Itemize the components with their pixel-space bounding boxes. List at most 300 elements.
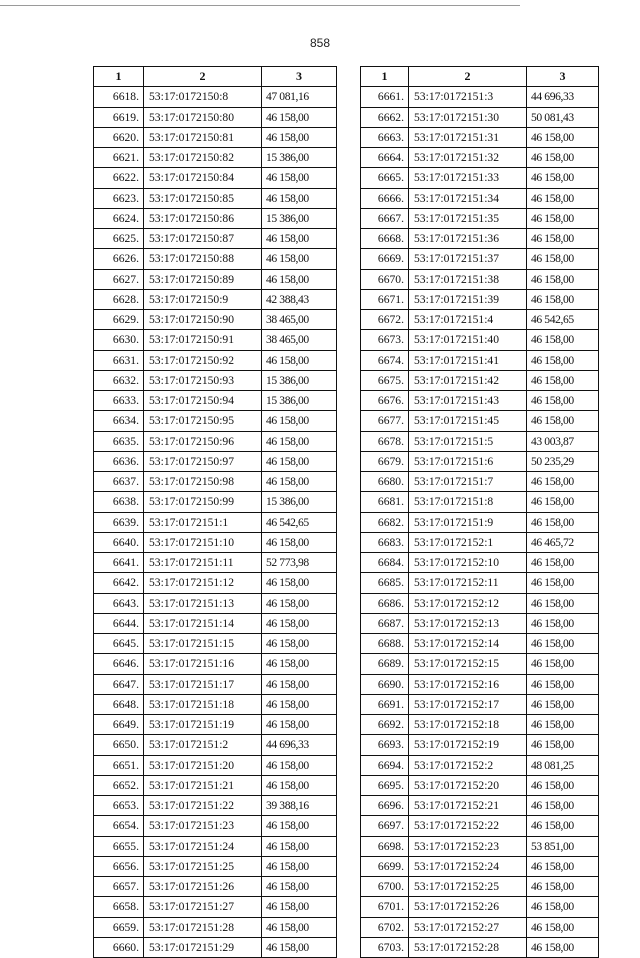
cadastral-number-cell: 53:17:0172152:10 xyxy=(409,553,527,573)
table-row xyxy=(94,451,337,471)
amount-cell: 15 386,00 xyxy=(262,492,337,512)
amount-cell: 46 158,00 xyxy=(527,573,599,593)
table-row xyxy=(361,391,599,411)
amount-cell: 46 158,00 xyxy=(262,937,337,957)
row-number-cell: 6670. xyxy=(361,269,409,289)
amount-cell: 46 158,00 xyxy=(527,492,599,512)
amount-cell: 46 158,00 xyxy=(527,735,599,755)
table-row xyxy=(94,553,337,573)
cadastral-number-cell: 53:17:0172151:36 xyxy=(409,229,527,249)
row-number-cell: 6668. xyxy=(361,229,409,249)
table-row xyxy=(361,431,599,451)
cadastral-number-cell: 53:17:0172150:88 xyxy=(144,249,262,269)
cadastral-number-cell: 53:17:0172151:40 xyxy=(409,330,527,350)
amount-cell: 46 158,00 xyxy=(262,229,337,249)
cadastral-number-cell: 53:17:0172151:39 xyxy=(409,289,527,309)
table-row xyxy=(361,310,599,330)
amount-cell: 46 158,00 xyxy=(527,269,599,289)
cadastral-number-cell: 53:17:0172150:93 xyxy=(144,370,262,390)
row-number-cell: 6640. xyxy=(94,532,144,552)
cadastral-number-cell: 53:17:0172151:12 xyxy=(144,573,262,593)
cadastral-number-cell: 53:17:0172151:32 xyxy=(409,148,527,168)
cadastral-number-cell: 53:17:0172151:22 xyxy=(144,796,262,816)
cadastral-number-cell: 53:17:0172151:41 xyxy=(409,350,527,370)
amount-cell: 44 696,33 xyxy=(527,87,599,107)
amount-cell: 44 696,33 xyxy=(262,735,337,755)
table-row xyxy=(94,654,337,674)
cadastral-number-cell: 53:17:0172151:42 xyxy=(409,370,527,390)
table-row xyxy=(361,249,599,269)
cadastral-number-cell: 53:17:0172151:29 xyxy=(144,937,262,957)
table-row xyxy=(361,188,599,208)
row-number-cell: 6677. xyxy=(361,411,409,431)
table-row xyxy=(361,613,599,633)
table-row xyxy=(361,593,599,613)
amount-cell: 46 158,00 xyxy=(262,674,337,694)
cadastral-number-cell: 53:17:0172151:5 xyxy=(409,431,527,451)
cadastral-number-cell: 53:17:0172152:26 xyxy=(409,897,527,917)
table-row xyxy=(94,208,337,228)
table-row xyxy=(94,836,337,856)
row-number-cell: 6685. xyxy=(361,573,409,593)
table-row xyxy=(94,755,337,775)
amount-cell: 46 542,65 xyxy=(262,512,337,532)
cadastral-number-cell: 53:17:0172151:20 xyxy=(144,755,262,775)
cadastral-number-cell: 53:17:0172152:18 xyxy=(409,715,527,735)
amount-cell: 46 158,00 xyxy=(527,391,599,411)
amount-cell: 46 158,00 xyxy=(262,593,337,613)
row-number-cell: 6630. xyxy=(94,330,144,350)
amount-cell: 46 158,00 xyxy=(527,613,599,633)
amount-cell: 46 158,00 xyxy=(262,188,337,208)
table-row xyxy=(361,634,599,654)
amount-cell: 46 158,00 xyxy=(527,553,599,573)
table-row xyxy=(361,553,599,573)
row-number-cell: 6636. xyxy=(94,451,144,471)
cadastral-number-cell: 53:17:0172151:18 xyxy=(144,694,262,714)
table-row xyxy=(94,917,337,937)
table-row xyxy=(94,492,337,512)
cadastral-number-cell: 53:17:0172150:85 xyxy=(144,188,262,208)
row-number-cell: 6692. xyxy=(361,715,409,735)
row-number-cell: 6695. xyxy=(361,775,409,795)
cadastral-number-cell: 53:17:0172152:24 xyxy=(409,856,527,876)
row-number-cell: 6686. xyxy=(361,593,409,613)
amount-cell: 46 158,00 xyxy=(262,836,337,856)
amount-cell: 46 158,00 xyxy=(262,269,337,289)
cadastral-number-cell: 53:17:0172151:21 xyxy=(144,775,262,795)
table-row xyxy=(94,431,337,451)
row-number-cell: 6632. xyxy=(94,370,144,390)
row-number-cell: 6628. xyxy=(94,289,144,309)
cadastral-number-cell: 53:17:0172151:13 xyxy=(144,593,262,613)
row-number-cell: 6693. xyxy=(361,735,409,755)
row-number-cell: 6639. xyxy=(94,512,144,532)
cadastral-number-cell: 53:17:0172151:24 xyxy=(144,836,262,856)
amount-cell: 46 158,00 xyxy=(262,877,337,897)
table-row xyxy=(94,127,337,147)
row-number-cell: 6697. xyxy=(361,816,409,836)
cadastral-number-cell: 53:17:0172152:17 xyxy=(409,694,527,714)
table-row xyxy=(94,877,337,897)
table-row xyxy=(94,391,337,411)
amount-cell: 46 158,00 xyxy=(262,249,337,269)
row-number-cell: 6642. xyxy=(94,573,144,593)
row-number-cell: 6654. xyxy=(94,816,144,836)
cadastral-number-cell: 53:17:0172152:12 xyxy=(409,593,527,613)
cadastral-number-cell: 53:17:0172150:99 xyxy=(144,492,262,512)
table-row xyxy=(361,512,599,532)
cadastral-number-cell: 53:17:0172152:16 xyxy=(409,674,527,694)
cadastral-number-cell: 53:17:0172151:27 xyxy=(144,897,262,917)
amount-cell: 46 158,00 xyxy=(527,370,599,390)
cadastral-number-cell: 53:17:0172150:92 xyxy=(144,350,262,370)
table-row xyxy=(361,492,599,512)
row-number-cell: 6681. xyxy=(361,492,409,512)
amount-cell: 46 158,00 xyxy=(527,188,599,208)
table-row xyxy=(361,330,599,350)
amount-cell: 46 158,00 xyxy=(262,775,337,795)
amount-cell: 46 158,00 xyxy=(527,330,599,350)
amount-cell: 46 158,00 xyxy=(262,168,337,188)
table-row xyxy=(94,249,337,269)
amount-cell: 46 158,00 xyxy=(527,127,599,147)
cadastral-number-cell: 53:17:0172150:97 xyxy=(144,451,262,471)
row-number-cell: 6621. xyxy=(94,148,144,168)
cadastral-number-cell: 53:17:0172151:9 xyxy=(409,512,527,532)
amount-cell: 46 158,00 xyxy=(527,856,599,876)
table-row xyxy=(94,694,337,714)
row-number-cell: 6624. xyxy=(94,208,144,228)
cadastral-number-cell: 53:17:0172151:26 xyxy=(144,877,262,897)
right-table xyxy=(360,66,599,958)
table-row xyxy=(94,856,337,876)
cadastral-number-cell: 53:17:0172151:10 xyxy=(144,532,262,552)
row-number-cell: 6631. xyxy=(94,350,144,370)
row-number-cell: 6625. xyxy=(94,229,144,249)
row-number-cell: 6667. xyxy=(361,208,409,228)
table-row xyxy=(361,796,599,816)
amount-cell: 46 158,00 xyxy=(262,694,337,714)
row-number-cell: 6660. xyxy=(94,937,144,957)
table-row xyxy=(361,451,599,471)
table-row xyxy=(361,208,599,228)
cadastral-number-cell: 53:17:0172150:98 xyxy=(144,472,262,492)
row-number-cell: 6683. xyxy=(361,532,409,552)
table-row xyxy=(361,775,599,795)
row-number-cell: 6647. xyxy=(94,674,144,694)
amount-cell: 46 158,00 xyxy=(527,512,599,532)
cadastral-number-cell: 53:17:0172151:31 xyxy=(409,127,527,147)
row-number-cell: 6675. xyxy=(361,370,409,390)
amount-cell: 46 158,00 xyxy=(527,775,599,795)
table-row xyxy=(361,694,599,714)
row-number-cell: 6641. xyxy=(94,553,144,573)
table-row xyxy=(94,613,337,633)
amount-cell: 46 158,00 xyxy=(262,715,337,735)
cadastral-number-cell: 53:17:0172150:82 xyxy=(144,148,262,168)
amount-cell: 46 158,00 xyxy=(262,431,337,451)
table-row xyxy=(94,310,337,330)
row-number-cell: 6690. xyxy=(361,674,409,694)
table-row xyxy=(361,269,599,289)
cadastral-number-cell: 53:17:0172150:95 xyxy=(144,411,262,431)
amount-cell: 46 158,00 xyxy=(527,208,599,228)
page-number: 858 xyxy=(309,36,331,50)
row-number-cell: 6673. xyxy=(361,330,409,350)
row-number-cell: 6663. xyxy=(361,127,409,147)
table-row xyxy=(361,917,599,937)
amount-cell: 47 081,16 xyxy=(262,87,337,107)
table-row xyxy=(94,370,337,390)
amount-cell: 46 158,00 xyxy=(527,816,599,836)
amount-cell: 15 386,00 xyxy=(262,208,337,228)
cadastral-number-cell: 53:17:0172152:19 xyxy=(409,735,527,755)
row-number-cell: 6703. xyxy=(361,937,409,957)
row-number-cell: 6656. xyxy=(94,856,144,876)
row-number-cell: 6674. xyxy=(361,350,409,370)
table-row xyxy=(94,937,337,957)
cadastral-number-cell: 53:17:0172151:28 xyxy=(144,917,262,937)
table-row xyxy=(361,654,599,674)
table-row xyxy=(94,715,337,735)
amount-cell: 46 158,00 xyxy=(262,755,337,775)
cadastral-number-cell: 53:17:0172152:13 xyxy=(409,613,527,633)
cadastral-number-cell: 53:17:0172151:33 xyxy=(409,168,527,188)
header-col-2: 2 xyxy=(409,67,527,87)
table-row xyxy=(94,674,337,694)
table-row xyxy=(361,289,599,309)
amount-cell: 46 158,00 xyxy=(527,168,599,188)
amount-cell: 46 158,00 xyxy=(527,249,599,269)
cadastral-number-cell: 53:17:0172150:9 xyxy=(144,289,262,309)
table-row xyxy=(361,350,599,370)
row-number-cell: 6679. xyxy=(361,451,409,471)
cadastral-number-cell: 53:17:0172150:84 xyxy=(144,168,262,188)
cadastral-number-cell: 53:17:0172152:14 xyxy=(409,634,527,654)
row-number-cell: 6648. xyxy=(94,694,144,714)
cadastral-number-cell: 53:17:0172150:96 xyxy=(144,431,262,451)
row-number-cell: 6651. xyxy=(94,755,144,775)
row-number-cell: 6635. xyxy=(94,431,144,451)
table-row xyxy=(94,816,337,836)
cadastral-number-cell: 53:17:0172150:80 xyxy=(144,107,262,127)
amount-cell: 46 158,00 xyxy=(262,856,337,876)
cadastral-number-cell: 53:17:0172151:37 xyxy=(409,249,527,269)
cadastral-number-cell: 53:17:0172151:43 xyxy=(409,391,527,411)
row-number-cell: 6671. xyxy=(361,289,409,309)
amount-cell: 46 158,00 xyxy=(527,674,599,694)
table-row xyxy=(361,836,599,856)
cadastral-number-cell: 53:17:0172152:2 xyxy=(409,755,527,775)
row-number-cell: 6650. xyxy=(94,735,144,755)
table-row xyxy=(94,532,337,552)
cadastral-number-cell: 53:17:0172151:2 xyxy=(144,735,262,755)
header-row xyxy=(94,67,337,87)
cadastral-number-cell: 53:17:0172151:8 xyxy=(409,492,527,512)
row-number-cell: 6696. xyxy=(361,796,409,816)
table-row xyxy=(361,877,599,897)
table-row xyxy=(361,573,599,593)
cadastral-number-cell: 53:17:0172151:4 xyxy=(409,310,527,330)
amount-cell: 46 158,00 xyxy=(527,350,599,370)
cadastral-number-cell: 53:17:0172150:87 xyxy=(144,229,262,249)
cadastral-number-cell: 53:17:0172152:23 xyxy=(409,836,527,856)
cadastral-number-cell: 53:17:0172151:35 xyxy=(409,208,527,228)
row-number-cell: 6637. xyxy=(94,472,144,492)
row-number-cell: 6689. xyxy=(361,654,409,674)
table-row xyxy=(94,775,337,795)
row-number-cell: 6672. xyxy=(361,310,409,330)
row-number-cell: 6682. xyxy=(361,512,409,532)
cadastral-number-cell: 53:17:0172151:25 xyxy=(144,856,262,876)
cadastral-number-cell: 53:17:0172152:28 xyxy=(409,937,527,957)
amount-cell: 46 158,00 xyxy=(527,229,599,249)
table-row xyxy=(94,168,337,188)
amount-cell: 46 158,00 xyxy=(527,472,599,492)
amount-cell: 46 158,00 xyxy=(527,411,599,431)
amount-cell: 46 158,00 xyxy=(527,148,599,168)
amount-cell: 38 465,00 xyxy=(262,330,337,350)
left-table xyxy=(93,66,337,958)
amount-cell: 46 465,72 xyxy=(527,532,599,552)
row-number-cell: 6688. xyxy=(361,634,409,654)
cadastral-number-cell: 53:17:0172152:11 xyxy=(409,573,527,593)
row-number-cell: 6662. xyxy=(361,107,409,127)
table-row xyxy=(361,127,599,147)
amount-cell: 46 158,00 xyxy=(527,877,599,897)
table-row xyxy=(94,330,337,350)
row-number-cell: 6646. xyxy=(94,654,144,674)
row-number-cell: 6678. xyxy=(361,431,409,451)
row-number-cell: 6618. xyxy=(94,87,144,107)
row-number-cell: 6666. xyxy=(361,188,409,208)
header-col-1: 1 xyxy=(361,67,409,87)
amount-cell: 46 158,00 xyxy=(527,937,599,957)
table-row xyxy=(361,715,599,735)
amount-cell: 52 773,98 xyxy=(262,553,337,573)
amount-cell: 48 081,25 xyxy=(527,755,599,775)
amount-cell: 46 158,00 xyxy=(527,694,599,714)
amount-cell: 46 158,00 xyxy=(262,472,337,492)
cadastral-number-cell: 53:17:0172152:27 xyxy=(409,917,527,937)
cadastral-number-cell: 53:17:0172150:89 xyxy=(144,269,262,289)
amount-cell: 42 388,43 xyxy=(262,289,337,309)
amount-cell: 46 158,00 xyxy=(527,634,599,654)
row-number-cell: 6691. xyxy=(361,694,409,714)
amount-cell: 46 158,00 xyxy=(527,289,599,309)
row-number-cell: 6623. xyxy=(94,188,144,208)
cadastral-number-cell: 53:17:0172151:7 xyxy=(409,472,527,492)
header-col-2: 2 xyxy=(144,67,262,87)
table-row xyxy=(94,188,337,208)
cadastral-number-cell: 53:17:0172151:45 xyxy=(409,411,527,431)
row-number-cell: 6643. xyxy=(94,593,144,613)
cadastral-number-cell: 53:17:0172151:23 xyxy=(144,816,262,836)
table-row xyxy=(94,512,337,532)
row-number-cell: 6649. xyxy=(94,715,144,735)
row-number-cell: 6629. xyxy=(94,310,144,330)
table-row xyxy=(94,107,337,127)
cadastral-number-cell: 53:17:0172150:86 xyxy=(144,208,262,228)
table-row xyxy=(94,634,337,654)
amount-cell: 46 158,00 xyxy=(262,107,337,127)
row-number-cell: 6661. xyxy=(361,87,409,107)
table-row xyxy=(94,472,337,492)
table-row xyxy=(361,107,599,127)
row-number-cell: 6622. xyxy=(94,168,144,188)
table-row xyxy=(361,168,599,188)
table-row xyxy=(361,937,599,957)
table-row xyxy=(94,573,337,593)
table-row xyxy=(361,735,599,755)
cadastral-number-cell: 53:17:0172151:19 xyxy=(144,715,262,735)
table-row xyxy=(94,593,337,613)
top-scan-line xyxy=(0,5,520,6)
row-number-cell: 6658. xyxy=(94,897,144,917)
cadastral-number-cell: 53:17:0172151:6 xyxy=(409,451,527,471)
amount-cell: 53 851,00 xyxy=(527,836,599,856)
row-number-cell: 6665. xyxy=(361,168,409,188)
header-col-3: 3 xyxy=(527,67,599,87)
table-row xyxy=(94,148,337,168)
cadastral-number-cell: 53:17:0172151:15 xyxy=(144,634,262,654)
cadastral-number-cell: 53:17:0172150:81 xyxy=(144,127,262,147)
amount-cell: 46 158,00 xyxy=(262,816,337,836)
amount-cell: 46 158,00 xyxy=(527,593,599,613)
cadastral-number-cell: 53:17:0172151:11 xyxy=(144,553,262,573)
table-row xyxy=(361,856,599,876)
table-row xyxy=(361,755,599,775)
table-row xyxy=(94,735,337,755)
row-number-cell: 6698. xyxy=(361,836,409,856)
cadastral-number-cell: 53:17:0172151:30 xyxy=(409,107,527,127)
cadastral-number-cell: 53:17:0172152:15 xyxy=(409,654,527,674)
cadastral-number-cell: 53:17:0172152:21 xyxy=(409,796,527,816)
amount-cell: 38 465,00 xyxy=(262,310,337,330)
table-row xyxy=(361,674,599,694)
table-row xyxy=(94,229,337,249)
amount-cell: 15 386,00 xyxy=(262,148,337,168)
cadastral-number-cell: 53:17:0172151:14 xyxy=(144,613,262,633)
table-row xyxy=(361,897,599,917)
table-row xyxy=(94,411,337,431)
cadastral-number-cell: 53:17:0172151:3 xyxy=(409,87,527,107)
amount-cell: 15 386,00 xyxy=(262,391,337,411)
amount-cell: 46 158,00 xyxy=(262,127,337,147)
table-row xyxy=(94,897,337,917)
row-number-cell: 6634. xyxy=(94,411,144,431)
cadastral-number-cell: 53:17:0172151:1 xyxy=(144,512,262,532)
row-number-cell: 6627. xyxy=(94,269,144,289)
amount-cell: 46 158,00 xyxy=(527,917,599,937)
row-number-cell: 6633. xyxy=(94,391,144,411)
cadastral-number-cell: 53:17:0172150:94 xyxy=(144,391,262,411)
cadastral-number-cell: 53:17:0172151:38 xyxy=(409,269,527,289)
cadastral-number-cell: 53:17:0172151:34 xyxy=(409,188,527,208)
table-row xyxy=(361,87,599,107)
cadastral-number-cell: 53:17:0172151:16 xyxy=(144,654,262,674)
row-number-cell: 6638. xyxy=(94,492,144,512)
amount-cell: 15 386,00 xyxy=(262,370,337,390)
amount-cell: 46 158,00 xyxy=(262,634,337,654)
amount-cell: 46 158,00 xyxy=(527,897,599,917)
amount-cell: 46 158,00 xyxy=(262,613,337,633)
cadastral-number-cell: 53:17:0172150:91 xyxy=(144,330,262,350)
amount-cell: 46 158,00 xyxy=(262,654,337,674)
row-number-cell: 6680. xyxy=(361,472,409,492)
amount-cell: 46 158,00 xyxy=(262,350,337,370)
